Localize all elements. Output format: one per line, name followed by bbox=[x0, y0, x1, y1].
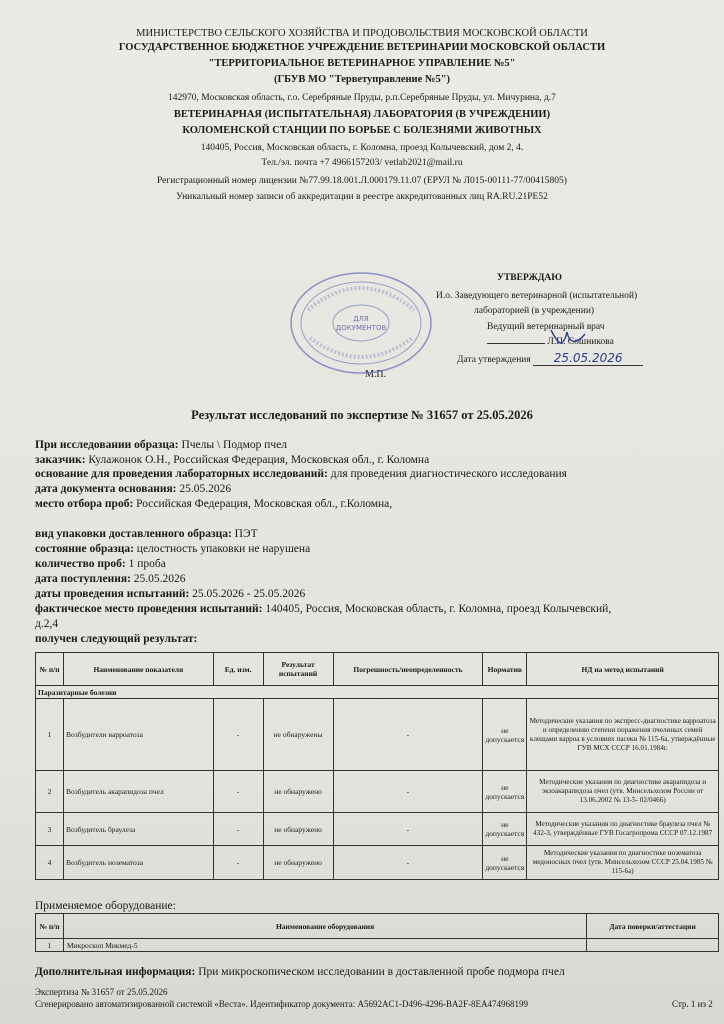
official-stamp bbox=[286, 268, 436, 378]
row-indicator: Возбудитель браулеза bbox=[63, 813, 213, 846]
approval-mp: М.П. bbox=[365, 369, 387, 380]
eq-col-number: № п/п bbox=[36, 914, 64, 939]
field-test-place: фактическое место проведения испытаний: 140405, Россия, Московская область, г. Коломна, проезд Колычевский, bbox=[35, 603, 612, 615]
table-row bbox=[36, 939, 719, 952]
row-norm: не допускается bbox=[483, 846, 527, 880]
signature-line bbox=[487, 343, 545, 344]
table-row bbox=[36, 771, 719, 813]
equipment-header-row bbox=[36, 914, 719, 939]
eq-row-name: Микроскоп Микмед-5 bbox=[63, 939, 586, 952]
row-unit: - bbox=[213, 771, 263, 813]
row-error: - bbox=[333, 699, 483, 771]
row-method: Методические указания по диагностике акарапидоза и экзоакарапидоза пчел (утв. Минсельхозом России от 13.06.2002 № 13-5- 02/0466) bbox=[527, 771, 719, 813]
row-error: - bbox=[333, 771, 483, 813]
col-header-error: Погрешность/неопределенность bbox=[333, 653, 483, 686]
approval-date-label: Дата утверждения bbox=[457, 355, 531, 365]
row-indicator: Возбудитель нозематоза bbox=[63, 846, 213, 880]
col-header-method: НД на метод испытаний bbox=[527, 653, 719, 686]
institution-name: ГОСУДАРСТВЕННОЕ БЮДЖЕТНОЕ УЧРЕЖДЕНИЕ ВЕТЕРИНАРИИ МОСКОВСКОЙ ОБЛАСТИ bbox=[118, 42, 606, 53]
row-method: Методические указания по диагностике нозематоза медоносных пчел (утв. Минсельхозом СССР 25.04.1985 № 115-6а) bbox=[527, 846, 719, 880]
row-unit: - bbox=[213, 699, 263, 771]
field-arrival-date: дата поступления: 25.05.2026 bbox=[35, 573, 186, 585]
approval-signer: Л.П. Сошникова bbox=[547, 337, 614, 347]
row-error: - bbox=[333, 813, 483, 846]
results-header-row bbox=[36, 653, 719, 686]
approval-date-row bbox=[457, 352, 643, 367]
group-label: Паразитарные болезни bbox=[36, 686, 719, 699]
stamp-center-line-1: ДЛЯ bbox=[353, 315, 369, 323]
footer-generated: Сгенерировано автоматизированной системой «Веста». Идентификатор документа: A5692AC1-D496-4296-BA2F-8EA474968199 bbox=[35, 999, 528, 1009]
row-error: - bbox=[333, 846, 483, 880]
approval-date-value: 25.05.2026 bbox=[533, 352, 643, 366]
row-unit: - bbox=[213, 846, 263, 880]
eq-row-date bbox=[587, 939, 719, 952]
row-result: не обнаружены bbox=[263, 699, 333, 771]
accreditation-number: Уникальный номер записи об аккредитации в реестре аккредитованных лиц RA.RU.21PE52 bbox=[176, 192, 548, 202]
row-number: 1 bbox=[36, 699, 64, 771]
field-quantity: количество проб: 1 проба bbox=[35, 558, 166, 570]
stamp-icon bbox=[286, 268, 436, 378]
row-indicator: Возбудители варроатоза bbox=[63, 699, 213, 771]
row-method: Методические указания по диагностике браулеза пчел № 432-3, утверждённые ГУВ Госагропрома СССР 07.12.1987 bbox=[527, 813, 719, 846]
lab-address: 140405, Россия, Московская область, г. Коломна, проезд Колычевский, дом 2, 4. bbox=[200, 143, 524, 153]
row-norm: не допускается bbox=[483, 699, 527, 771]
institution-short-name: (ГБУВ МО "Терветуправление №5") bbox=[273, 74, 451, 85]
lab-contacts: Тел./эл. почта +7 4966157203/ vetlab2021@mail.ru bbox=[261, 158, 463, 168]
results-group-row bbox=[36, 686, 719, 699]
field-test-dates: даты проведения испытаний: 25.05.2026 - 25.05.2026 bbox=[35, 588, 306, 600]
row-norm: не допускается bbox=[483, 813, 527, 846]
field-test-place-cont: д.2,4 bbox=[35, 618, 59, 630]
col-header-unit: Ед. изм. bbox=[213, 653, 263, 686]
row-unit: - bbox=[213, 813, 263, 846]
table-row bbox=[36, 846, 719, 880]
col-header-result: Результат испытаний bbox=[263, 653, 333, 686]
results-table bbox=[35, 652, 719, 880]
col-header-number: № п/п bbox=[36, 653, 64, 686]
footer-page: Стр. 1 из 2 bbox=[672, 999, 713, 1009]
col-header-indicator: Наименование показателя bbox=[63, 653, 213, 686]
approval-title: УТВЕРЖДАЮ bbox=[497, 273, 562, 283]
row-result: не обнаружено bbox=[263, 771, 333, 813]
table-row bbox=[36, 699, 719, 771]
row-method: Методические указания по экспресс-диагностике варроатоза и определению степени поражения пчелиных семей клещами варроа в условиях пасеки № 115-6а, утверждённые ГУВ МСХ СССР 16.01.1984г. bbox=[527, 699, 719, 771]
field-package: вид упаковки доставленного образца: ПЭТ bbox=[35, 528, 258, 540]
lab-subname: КОЛОМЕНСКОЙ СТАНЦИИ ПО БОРЬБЕ С БОЛЕЗНЯМИ ЖИВОТНЫХ bbox=[182, 125, 542, 136]
license-number: Регистрационный номер лицензии №77.99.18.001.Л.000179.11.07 (ЕРУЛ № Л015-00111-77/00415805) bbox=[157, 176, 567, 186]
row-number: 2 bbox=[36, 771, 64, 813]
eq-row-number: 1 bbox=[36, 939, 64, 952]
ministry-name: МИНИСТЕРСТВО СЕЛЬСКОГО ХОЗЯЙСТВА И ПРОДОВОЛЬСТВИЯ МОСКОВСКОЙ ОБЛАСТИ bbox=[136, 28, 588, 39]
field-customer: заказчик: Кулажонок О.Н., Российская Федерация, Московская обл., г. Коломна bbox=[35, 454, 430, 466]
equipment-table bbox=[35, 913, 719, 952]
equipment-label: Применяемое оборудование: bbox=[35, 900, 176, 912]
approval-line-2: лабораторией (в учреждении) bbox=[474, 306, 595, 316]
field-sample: При исследовании образца: Пчелы \ Подмор пчел bbox=[35, 439, 288, 451]
institution-subname: "ТЕРРИТОРИАЛЬНОЕ ВЕТЕРИНАРНОЕ УПРАВЛЕНИЕ №5" bbox=[208, 58, 516, 69]
approval-line-1: И.о. Заведующего ветеринарной (испытательной) bbox=[436, 291, 638, 301]
field-sampling-place: место отбора проб: Российская Федерация, Московская обл., г.Коломна, bbox=[35, 498, 393, 510]
field-basis-date: дата документа основания: 25.05.2026 bbox=[35, 483, 232, 495]
report-title: Результат исследований по экспертизе № 31657 от 25.05.2026 bbox=[191, 408, 533, 422]
footer-expertise: Экспертиза № 31657 от 25.05.2026 bbox=[35, 987, 168, 997]
lab-name: ВЕТЕРИНАРНАЯ (ИСПЫТАТЕЛЬНАЯ) ЛАБОРАТОРИЯ (В УЧРЕЖДЕНИИ) bbox=[173, 109, 551, 120]
stamp-center-line-2: ДОКУМЕНТОВ bbox=[335, 324, 387, 332]
institution-address: 142970, Московская область, г.о. Серебряные Пруды, р.п.Серебряные Пруды, ул. Мичурина, д.7 bbox=[168, 93, 556, 103]
col-header-norm: Норматив bbox=[483, 653, 527, 686]
field-condition: состояние образца: целостность упаковки не нарушена bbox=[35, 543, 311, 555]
eq-col-date: Дата поверки/аттестации bbox=[587, 914, 719, 939]
approval-line-3: Ведущий ветеринарный врач bbox=[487, 322, 605, 332]
signature-icon bbox=[545, 326, 595, 352]
row-result: не обнаружено bbox=[263, 846, 333, 880]
eq-col-name: Наименование оборудования bbox=[63, 914, 586, 939]
additional-info: Дополнительная информация: При микроскопическом исследовании в доставленной пробе подмора пчел bbox=[35, 966, 565, 978]
row-number: 3 bbox=[36, 813, 64, 846]
field-basis: основание для проведения лабораторных исследований: для проведения диагностического исследования bbox=[35, 468, 567, 480]
row-number: 4 bbox=[36, 846, 64, 880]
row-indicator: Возбудитель акарапидоза пчел bbox=[63, 771, 213, 813]
field-result-label: получен следующий результат: bbox=[35, 633, 198, 645]
row-result: не обнаружено bbox=[263, 813, 333, 846]
row-norm: не допускается bbox=[483, 771, 527, 813]
table-row bbox=[36, 813, 719, 846]
